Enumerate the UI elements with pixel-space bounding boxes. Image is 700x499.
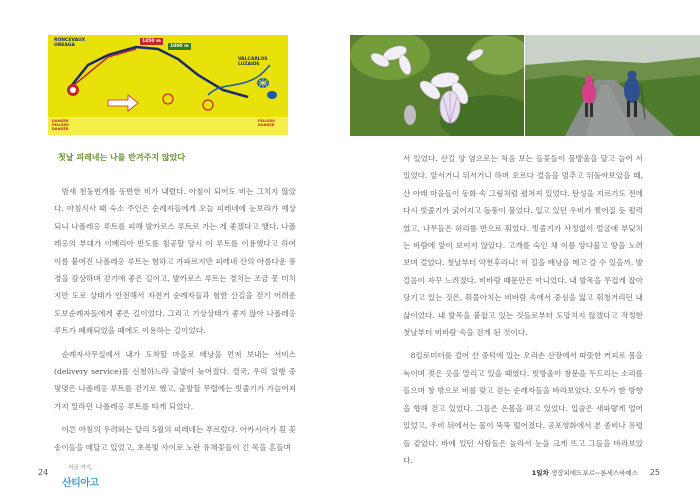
left-paragraph-2: 순례자사무실에서 내가 도착할 마을로 배낭을 먼저 보내는 서비스(delivery service)를 신청하느라 출발이 늦어졌다. 결국, 우리 일행 중 몇몇은 나폴레옹 루트를 걷기로 했고, 출발할 무렵에는 빗줄기가 가늘어져 가지 말라던 나폴레옹 루트를 타게 되었다. [54,349,296,411]
altitude-badge-1: 1450 m [142,39,161,44]
page-number-right: 25 [649,468,660,477]
book-logo [62,463,99,490]
flower-photo-image [350,35,524,136]
map-legend-strip [48,117,288,135]
map-place-valcarlos: VALCARLOS LUZAIDE [238,57,268,67]
pilgrims-photo-image [525,35,700,136]
right-paragraph-2: 8킬로미터를 걸어 산 중턱에 있는 오리손 산장에서 따뜻한 커피로 몸을 녹이며 젖은 옷을 말리고 있을 때였다. 빗방울이 창문을 두드리는 소리를 들으며 창 밖으로 비를 맞고 걷는 순례자들을 바라보았다. 모두가 한 방향을 향해 걷고 있었다. 그들은 온몸을 펴고 있었다. 입술은 새파랗게 얼어 있었고, 우비 뒤에서는 물이 뚝뚝 떨어졌다. 공포영화에서 본 좀비나 유령들 같았다. 바에 있던 사람들은 놀라서 눈을 크게 뜨고 그들을 바라보았다. [403,351,643,465]
footer-day: 1일차 [531,469,549,477]
running-footer [532,468,638,477]
right-page [350,0,700,499]
pilgrims-photo [525,35,700,136]
section-heading: 첫날 피레네는 나를 반겨주지 않았다 [58,153,186,162]
map-legend-right: PELIGRO DANGER [258,119,276,127]
left-body-text [54,183,296,456]
page-number-left: 24 [38,468,49,477]
flower-photo [350,35,524,136]
route-map [48,35,288,135]
logo-title: 산티아고 [62,478,99,489]
altitude-badge-2: 1000 m [170,44,189,49]
footer-route: 생장피에드포르~론세스바예스 [550,469,638,477]
left-paragraph-3: 이른 아침의 우려와는 달리 5월의 피레네는 푸르렀다. 아카시아가 흰 꽃송이들을 매달고 있었고, 초록빛 사이로 노란 유채꽃들이 긴 목을 흔들며 [54,425,296,452]
logo-subtitle: 지금 여기, [67,465,93,471]
right-body-text [403,150,643,469]
left-paragraph-1: 밤새 천둥번개를 동반한 비가 내렸다. 아침이 되어도 비는 그치지 않았다. 아침식사 때 숙소 주인은 순례자들에게 오늘 피레네에 눈보라가 예상되니 나폴레옹 루트를 피해 발카로스 루트로 가는 게 좋겠다고 했다. 나폴레옹의 부대가 이베리아 반도를 침공할 당시 이 루트를 이용했다고 하여 이름 붙여진 나폴레옹 루트는 험하고 가파르지만 피레네 산의 아름다운 풍경을 감상하며 걷기에 좋은 길이고, 발카로스 루트는 경치는 조금 못 미치지만 도로 상태가 안전해서 자전거 순례자들과 험한 산길을 걷기 어려운 도보순례자들에게 좋은 길이었다. 그리고 기상상태가 좋지 않아 나폴레옹 루트가 폐쇄되었을 때에도 이용하는 길이었다. [54,187,296,336]
right-paragraph-1: 서 있었다. 산길 양 옆으로는 처음 보는 들꽃들이 물방울을 달고 늘어 서 있었다. 앞서거니 뒤서거니 하며 오르다 걸음을 멈추고 뒤돌아보았을 때, 산 아래 마을들이 동화 속 그림처럼 펼쳐져 있었다. 탄성을 지르기도 전에 다시 빗줄기가 굵어지고 돌풍이 불었다. 입고 있던 우비가 찢어질 듯 펄럭였고, 나무들은 허리를 반으로 휘었다. 빗줄기가 사정없이 얼굴에 부딪치는 바람에 앞이 보이지 않았다. 고개를 숙인 채 이를 앙다물고 땅을 노려보며 걸었다. 첫날부터 악천후라니! 이 길을 배낭을 메고 갈 수 있을까, 발걸음이 자꾸 느려졌다. 비바람 때문만은 아니었다. 내 발목을 무겁게 잡아당기고 있는 것은, 휘몰아치는 비바람 속에서 중심을 잃고 휘청거리던 내 삶이었다. 내 발목을 붙잡고 있는 것들로부터 도망치지 않겠다고 작정한 첫날부터 비바람 속을 걷게 된 것이다. [403,154,643,338]
map-place-roncevaux: RONCEVAUX OREAGA [54,38,86,48]
map-legend-danger: DANGER PELIGRO DANGER [52,119,70,131]
